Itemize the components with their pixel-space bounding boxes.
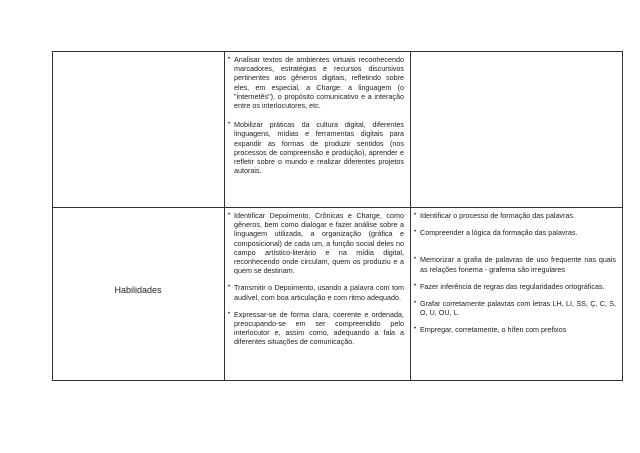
list-item: • Empregar, corretamente, o hífen com prefixos [414, 325, 616, 334]
table-column-divider-1 [224, 51, 225, 381]
list-item: • Mobilizar práticas da cultura digital, diferentes linguagens, mídias e ferramentas digitais para expandir as formas de produzir sentidos (nos processos de compreensão e produção), aprender e refletir sobre o mundo e realizar diferentes projetos autorais. [228, 120, 404, 175]
list-item: • Analisar textos de ambientes virtuais reconhecendo marcadores, estratégias e recursos discursivos pertinentes aos gêneros digitais, refletindo sobre eles, em especial, a Charge: a linguagem (o "internetês"), o propósito comunicativo e a interação entre os interlocutores, etc. [228, 55, 404, 110]
table-border-left [52, 51, 53, 381]
list-item: • Identificar Depoimento, Crônicas e Charge, como gêneros, bem como dialogar e fazer análise sobre a linguagem utilizada, a organização (gráfica e composicional) de cada um, a função social deles no campo artístico-literário e na mídia digital, reconhecendo onde circulam, quem os produziu e a quem se destinam. [228, 211, 404, 275]
list-item: • Memorizar a grafia de palavras de uso frequente nas quais as relações fonema - grafema são irregulares [414, 255, 616, 273]
row2-col2-cell [228, 211, 404, 347]
content-table [52, 51, 623, 381]
list-item: • Transmitir o Depoimento, usando a palavra com tom audível, com boa articulação e com ritmo adequado. [228, 283, 404, 301]
list-item: • Fazer inferência de regras das regularidades ortográficas. [414, 282, 616, 291]
list-item: • Identificar o processo de formação das palavras. [414, 211, 616, 220]
list-item: • Grafar corretamente palavras com letras LH, LI, SS, Ç, C, S, O, U, OU, L. [414, 299, 616, 317]
table-border-right [622, 51, 623, 381]
table-border-bottom [52, 380, 623, 381]
row1-col2-cell [228, 55, 404, 175]
list-item: • Expressar-se de forma clara, coerente e ordenada, preocupando-se em ser compreendido pelo interlocutor e, assim como, adequando a fala a diferentes situações de comunicação. [228, 310, 404, 347]
table-column-divider-2 [410, 51, 411, 381]
list-item: • Compreender a lógica da formação das palavras. [414, 228, 616, 237]
row-label-habilidades: Habilidades [114, 285, 162, 295]
table-border-top [52, 51, 623, 52]
row2-col3-cell [414, 211, 616, 335]
table-row-divider [52, 207, 623, 208]
